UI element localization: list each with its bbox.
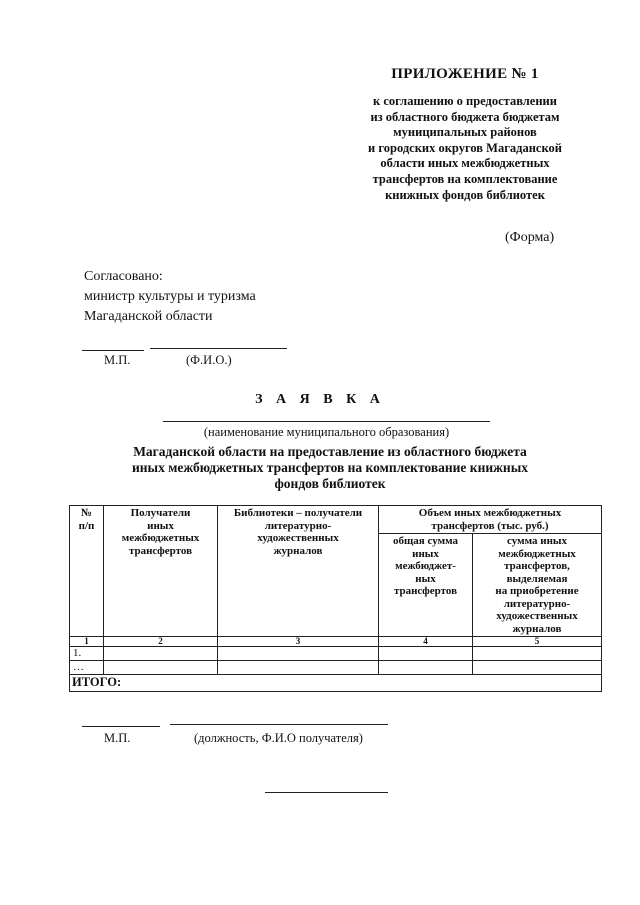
header-journal-sum: сумма иных межбюджетных трансфертов, выделяемая на приобретение литературно- художественных журналов: [473, 534, 602, 637]
total-label: ИТОГО:: [70, 675, 602, 692]
appendix-line: книжных фондов библиотек: [385, 187, 545, 202]
position-label: (должность, Ф.И.О получателя): [194, 731, 363, 745]
column-number: 1: [70, 637, 104, 647]
column-number: 4: [379, 637, 473, 647]
header-volume: Объем иных межбюджетных трансфертов (тыс. руб.): [379, 506, 602, 534]
name-signature-line: [150, 348, 287, 349]
municipality-note: (наименование муниципального образования): [203, 425, 450, 439]
approval-block: [84, 267, 256, 327]
column-numbers-row: [70, 637, 602, 647]
appendix-line: муниципальных районов: [393, 125, 537, 140]
request-title: З А Я В К А: [255, 392, 385, 407]
bottom-stamp-label: М.П.: [104, 731, 131, 745]
table-cell: [218, 647, 379, 661]
request-subtitle: [80, 444, 580, 492]
appendix-line: из областного бюджета бюджетам: [370, 109, 560, 124]
subtitle-line: Магаданской области на предоставление из областного бюджета: [133, 444, 527, 459]
table-row: [70, 661, 602, 675]
municipality-name-line: [163, 421, 490, 422]
table-cell: [218, 661, 379, 675]
table-cell: [104, 661, 218, 675]
approval-line: министр культуры и туризма: [84, 289, 256, 304]
column-number: 5: [473, 637, 602, 647]
subtitle-line: фондов библиотек: [274, 476, 386, 491]
table-cell: [379, 661, 473, 675]
subtitle-line: иных межбюджетных трансфертов на комплектование книжных: [131, 460, 528, 475]
request-table: [69, 505, 602, 692]
date-signature-line: [265, 792, 388, 793]
bottom-position-line: [170, 724, 388, 725]
stamp-signature-line: [82, 350, 144, 351]
table-cell: [473, 647, 602, 661]
table-cell: …: [70, 661, 104, 675]
appendix-title: ПРИЛОЖЕНИЕ № 1: [391, 66, 539, 82]
table-cell: 1.: [70, 647, 104, 661]
table-cell: [379, 647, 473, 661]
name-label: (Ф.И.О.): [186, 353, 232, 367]
appendix-line: и городских округов Магаданской: [368, 140, 562, 155]
table-cell: [473, 661, 602, 675]
table-row: [70, 647, 602, 661]
table-header-row: [70, 506, 602, 534]
approval-line: Согласовано:: [84, 269, 163, 284]
bottom-stamp-line: [82, 726, 160, 727]
appendix-line: области иных межбюджетных: [380, 156, 550, 171]
approval-line: Магаданской области: [84, 309, 213, 324]
header-recipients: Получатели иных межбюджетных трансфертов: [104, 506, 218, 637]
column-number: 3: [218, 637, 379, 647]
header-total-sum: общая сумма иных межбюджет- ных трансфертов: [379, 534, 473, 637]
header-num: № п/п: [70, 506, 104, 637]
stamp-label: М.П.: [104, 353, 131, 367]
appendix-line: трансфертов на комплектование: [372, 171, 558, 186]
appendix-line: к соглашению о предоставлении: [373, 94, 557, 108]
column-number: 2: [104, 637, 218, 647]
total-row: [70, 675, 602, 692]
form-label: (Форма): [505, 230, 555, 245]
appendix-description: [330, 94, 600, 203]
table-cell: [104, 647, 218, 661]
header-libraries: Библиотеки – получатели литературно- художественных журналов: [218, 506, 379, 637]
